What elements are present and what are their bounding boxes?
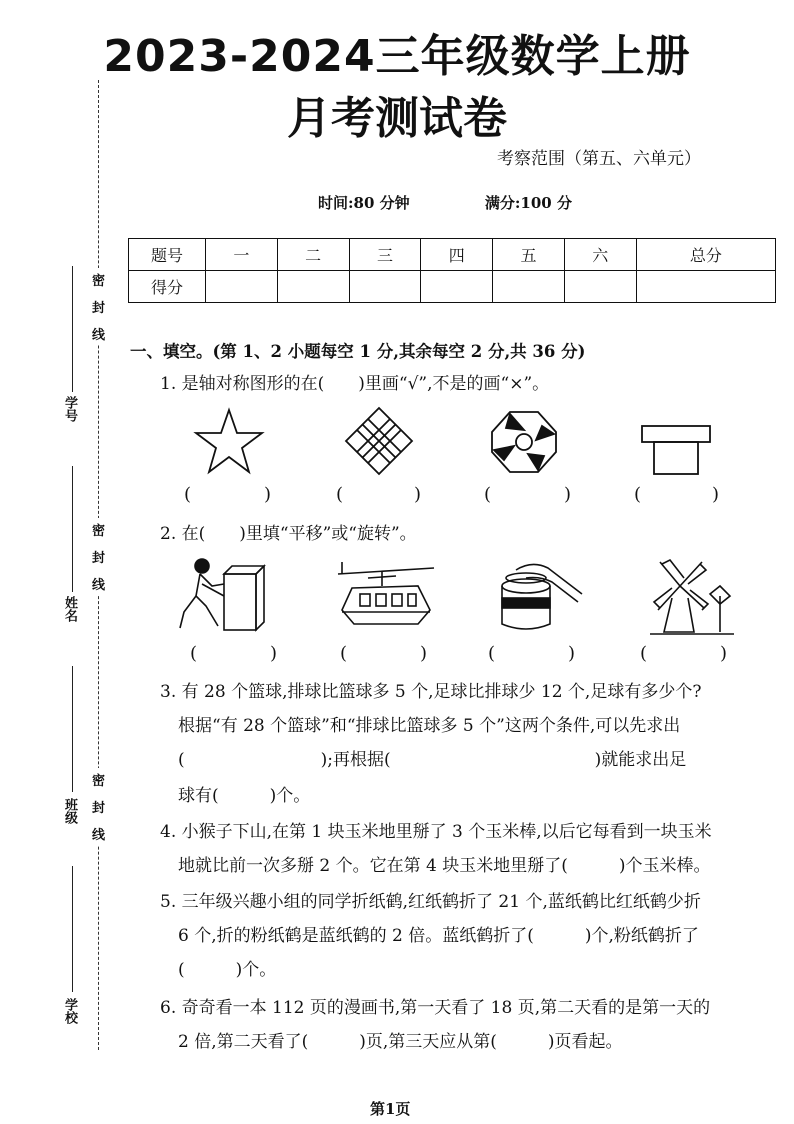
- field-student-id: 学号: [62, 396, 77, 422]
- answer-paren-open[interactable]: (: [640, 643, 648, 664]
- cable-car-figure: [338, 560, 434, 636]
- table-cell: 得分: [129, 271, 206, 303]
- answer-paren-open[interactable]: (: [336, 484, 344, 505]
- score-input-cell[interactable]: [421, 271, 493, 303]
- full-score: 满分:100 分: [484, 194, 572, 212]
- question-3-line-1: 3. 有 28 个篮球,排球比篮球多 5 个,足球比排球少 12 个,足球有多少个?: [160, 682, 702, 702]
- answer-paren-close: ): [420, 643, 428, 664]
- question-3-line-3[interactable]: ( );再根据( )就能求出足: [178, 750, 687, 770]
- name-line[interactable]: [72, 466, 73, 592]
- star-figure: [194, 408, 264, 474]
- answer-paren-open[interactable]: (: [634, 484, 642, 505]
- answer-paren-open[interactable]: (: [184, 484, 192, 505]
- question-6-line-2[interactable]: 2 倍,第二天看了( )页,第三天应从第( )页看起。: [178, 1032, 623, 1052]
- answer-paren-close: ): [720, 643, 728, 664]
- table-cell: 三: [349, 239, 421, 271]
- score-input-cell[interactable]: [349, 271, 421, 303]
- page-subtitle: 月考测试卷: [287, 93, 507, 144]
- pinwheel-figure: [488, 408, 560, 476]
- score-table: [128, 238, 776, 303]
- question-5-line-1: 5. 三年级兴趣小组的同学折纸鹤,红纸鹤折了 21 个,蓝纸鹤比红纸鹤少折: [160, 892, 701, 912]
- question-6-line-1: 6. 奇奇看一本 112 页的漫画书,第一天看了 18 页,第二天看的是第一天的: [160, 998, 711, 1018]
- section-heading: 一、填空。(第 1、2 小题每空 1 分,其余每空 2 分,共 36 分): [130, 342, 586, 361]
- score-input-cell[interactable]: [493, 271, 565, 303]
- student-id-line[interactable]: [72, 266, 73, 392]
- score-table-score-row: [129, 271, 776, 303]
- score-input-cell[interactable]: [636, 271, 775, 303]
- answer-paren-close: ): [264, 484, 272, 505]
- question-1: 1. 是轴对称图形的在( )里画“√”,不是的画“×”。: [160, 374, 550, 394]
- table-cell: 题号: [129, 239, 206, 271]
- table-cell: 一: [206, 239, 278, 271]
- answer-paren-close: ): [270, 643, 278, 664]
- question-5-line-2[interactable]: 6 个,折的粉纸鹤是蓝纸鹤的 2 倍。蓝纸鹤折了( )个,粉纸鹤折了: [178, 926, 699, 946]
- score-input-cell[interactable]: [277, 271, 349, 303]
- question-3-line-2: 根据“有 28 个篮球”和“排球比篮球多 5 个”这两个条件,可以先求出: [178, 716, 681, 736]
- table-cell: 五: [493, 239, 565, 271]
- class-line[interactable]: [72, 666, 73, 792]
- field-school: 学校: [62, 998, 77, 1024]
- field-class: 班级: [62, 798, 77, 824]
- page-title: 2023-2024三年级数学上册: [103, 31, 691, 82]
- table-cell: 六: [564, 239, 636, 271]
- school-line[interactable]: [72, 866, 73, 992]
- score-table-header-row: [129, 239, 776, 271]
- answer-paren-open[interactable]: (: [190, 643, 198, 664]
- answer-paren-close: ): [414, 484, 422, 505]
- seal-label: 密 封 线: [92, 768, 106, 845]
- answer-paren-close: ): [712, 484, 720, 505]
- page-number: 第1页: [370, 1100, 411, 1118]
- table-cell: 二: [277, 239, 349, 271]
- answer-paren-open[interactable]: (: [488, 643, 496, 664]
- pedestal-figure: [640, 424, 714, 476]
- question-4-line-1: 4. 小猴子下山,在第 1 块玉米地里掰了 3 个玉米棒,以后它每看到一块玉米: [160, 822, 712, 842]
- score-input-cell[interactable]: [206, 271, 278, 303]
- question-4-line-2[interactable]: 地就比前一次多掰 2 个。它在第 4 块玉米地里掰了( )个玉米棒。: [178, 856, 711, 876]
- twisting-lid-figure: [496, 556, 592, 636]
- question-5-line-3[interactable]: ( )个。: [178, 960, 277, 980]
- answer-paren-open[interactable]: (: [484, 484, 492, 505]
- question-2: 2. 在( )里填“平移”或“旋转”。: [160, 524, 417, 544]
- field-name: 姓名: [62, 596, 77, 622]
- windmill-figure: [650, 556, 734, 636]
- answer-paren-close: ): [564, 484, 572, 505]
- answer-paren-open[interactable]: (: [340, 643, 348, 664]
- answer-paren-close: ): [568, 643, 576, 664]
- question-3-line-4[interactable]: 球有( )个。: [178, 786, 311, 806]
- diamond-lattice-figure: [344, 406, 414, 476]
- time-limit: 时间:80 分钟: [318, 194, 410, 212]
- exam-scope: 考察范围（第五、六单元）: [497, 149, 701, 169]
- table-cell: 四: [421, 239, 493, 271]
- score-input-cell[interactable]: [564, 271, 636, 303]
- seal-label: 密 封 线: [92, 518, 106, 595]
- seal-label: 密 封 线: [92, 268, 106, 345]
- child-pushing-box-figure: [172, 556, 268, 636]
- exam-meta: [318, 192, 572, 213]
- table-cell: 总分: [636, 239, 775, 271]
